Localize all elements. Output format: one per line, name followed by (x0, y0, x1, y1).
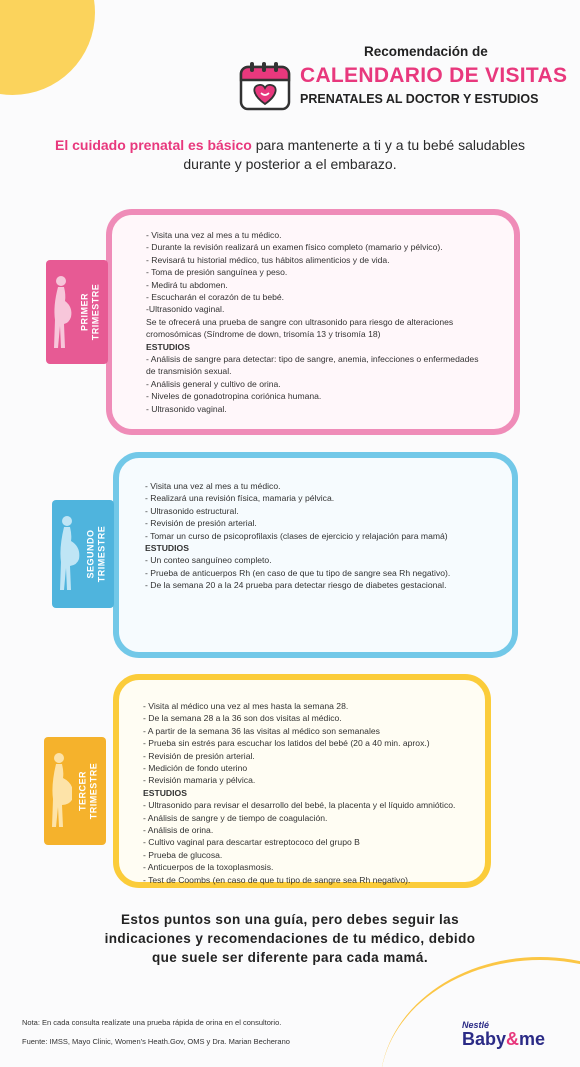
list-item: - Medirá tu abdomen. (146, 279, 228, 290)
third-trimester-card (113, 674, 491, 888)
list-item: - Escucharán el corazón de tu bebé. (146, 292, 285, 303)
closing-line2: indicaciones y recomendaciones de tu médico, debido (104, 931, 476, 946)
list-item: - Revisión mamaria y pélvica. (143, 775, 256, 786)
logo-brand (462, 1029, 545, 1050)
list-item: - Visita una vez al mes a tu médico. (146, 230, 282, 240)
closing-message (40, 910, 540, 967)
tab-label-line2: TRIMESTRE (88, 762, 99, 820)
list-item: - Revisión de presión arterial. (145, 518, 257, 529)
logo-me: me (519, 1029, 546, 1049)
pregnant-silhouette-icon (52, 274, 74, 350)
list-item: - Realizará una revisión física, mamaria y pélvica. (145, 493, 335, 504)
list-item: - Análisis general y cultivo de orina. (146, 378, 281, 389)
list-item: - Anticuerpos de la toxoplasmosis. (143, 862, 274, 873)
list-item: -Ultrasonido vaginal. (146, 304, 225, 315)
closing-line1: Estos puntos son una guía, pero debes seguir las (120, 912, 459, 927)
tab-label-line1: PRIMER (79, 292, 90, 332)
list-item: - Ultrasonido para revisar el desarrollo del bebé, la placenta y el líquido amniótico. (143, 800, 456, 811)
header-subtitle: PRENATALES AL DOCTOR Y ESTUDIOS (300, 92, 539, 106)
list-item: - Ultrasonido estructural. (145, 505, 239, 516)
third-trimester-list (143, 700, 475, 886)
list-item: - A partir de la semana 36 las visitas al médico son semanales (143, 725, 380, 736)
logo-baby: Baby (462, 1029, 507, 1049)
nestle-baby-me-logo (462, 1020, 562, 1054)
decorative-corner-circle (0, 0, 95, 95)
list-item: - Prueba de glucosa. (143, 849, 223, 860)
list-item: - Medición de fondo uterino (143, 763, 248, 774)
third-trimester-label (77, 763, 99, 820)
intro-text (30, 136, 550, 174)
list-item: - Niveles de gonadotropina coriónica humana. (146, 391, 322, 402)
tab-label-line1: SEGUNDO (85, 529, 96, 579)
header-recommendation: Recomendación de (364, 44, 488, 59)
list-item: - Test de Coombs (en caso de que tu tipo de sangre sea Rh negativo). (143, 874, 411, 885)
intro-line1: para mantenerte a ti y a tu bebé saludables (251, 137, 526, 153)
tab-label-line2: TRIMESTRE (90, 283, 101, 341)
list-item: Se te ofrecerá una prueba de sangre con ultrasonido para riesgo de alteraciones cromosómicas (Síndrome de down, trisomía 13 y trisomía 18) (146, 316, 454, 340)
closing-line3: que suele ser diferente para cada mamá. (152, 950, 428, 965)
list-item: - Análisis de orina. (143, 825, 214, 836)
logo-nestle: Nestlé (462, 1020, 490, 1030)
tab-label-line2: TRIMESTRE (96, 525, 107, 583)
list-item: - Revisión de presión arterial. (143, 750, 255, 761)
intro-highlight: El cuidado prenatal es básico (54, 137, 252, 153)
list-item: - Revisará tu historial médico, tus hábitos alimenticios y de vida. (146, 254, 390, 265)
list-item: - Análisis de sangre y de tiempo de coagulación. (143, 812, 328, 823)
studies-heading: ESTUDIOS (146, 341, 190, 352)
logo-amp: & (506, 1029, 520, 1049)
second-trimester-card (113, 452, 518, 658)
studies-heading: ESTUDIOS (145, 543, 189, 554)
pregnant-silhouette-icon (58, 514, 80, 594)
first-trimester-label (79, 284, 101, 341)
third-trimester-tab (44, 737, 106, 845)
intro-line2: durante y posterior a el embarazo. (183, 156, 397, 172)
list-item: - De la semana 28 a la 36 son dos visitas al médico. (143, 713, 342, 724)
second-trimester-label (85, 526, 107, 583)
second-trimester-list (145, 480, 485, 592)
second-trimester-tab (52, 500, 114, 608)
first-trimester-list (146, 229, 486, 415)
list-item: - De la semana 20 a la 24 prueba para detectar riesgo de diabetes gestacional. (145, 580, 447, 591)
list-item: - Durante la revisión realizará un examen físico completo (mamario y pélvico). (146, 242, 443, 253)
list-item: - Ultrasonido vaginal. (146, 403, 227, 414)
list-item: - Visita una vez al mes a tu médico. (145, 481, 281, 491)
calendar-heart-icon (238, 60, 292, 112)
first-trimester-tab (46, 260, 108, 364)
tab-label-line1: TERCER (77, 770, 88, 812)
list-item: - Prueba sin estrés para escuchar los latidos del bebé (20 a 40 min. aprox.) (143, 738, 430, 749)
list-item: - Un conteo sanguíneo completo. (145, 555, 272, 566)
list-item: - Visita al médico una vez al mes hasta la semana 28. (143, 701, 349, 711)
footer-note: Nota: En cada consulta realízate una prueba rápida de orina en el consultorio. (22, 1018, 282, 1027)
header-title: CALENDARIO DE VISITAS (300, 64, 568, 87)
list-item: - Cultivo vaginal para descartar estreptococo del grupo B (143, 837, 360, 848)
list-item: - Análisis de sangre para detectar: tipo de sangre, anemia, infecciones o enfermedades de transmisión sexual. (146, 354, 479, 377)
list-item: - Prueba de anticuerpos Rh (en caso de que tu tipo de sangre sea Rh negativo). (145, 567, 451, 578)
list-item: - Toma de presión sanguínea y peso. (146, 267, 288, 278)
list-item: - Tomar un curso de psicoprofilaxis (clases de ejercicio y relajación para mamá) (145, 530, 448, 541)
first-trimester-card (106, 209, 520, 435)
pregnant-silhouette-icon (50, 751, 72, 831)
studies-heading: ESTUDIOS (143, 787, 187, 798)
footer-source: Fuente: IMSS, Mayo Clinic, Women's Heath.Gov, OMS y Dra. Marian Becherano (22, 1037, 290, 1046)
